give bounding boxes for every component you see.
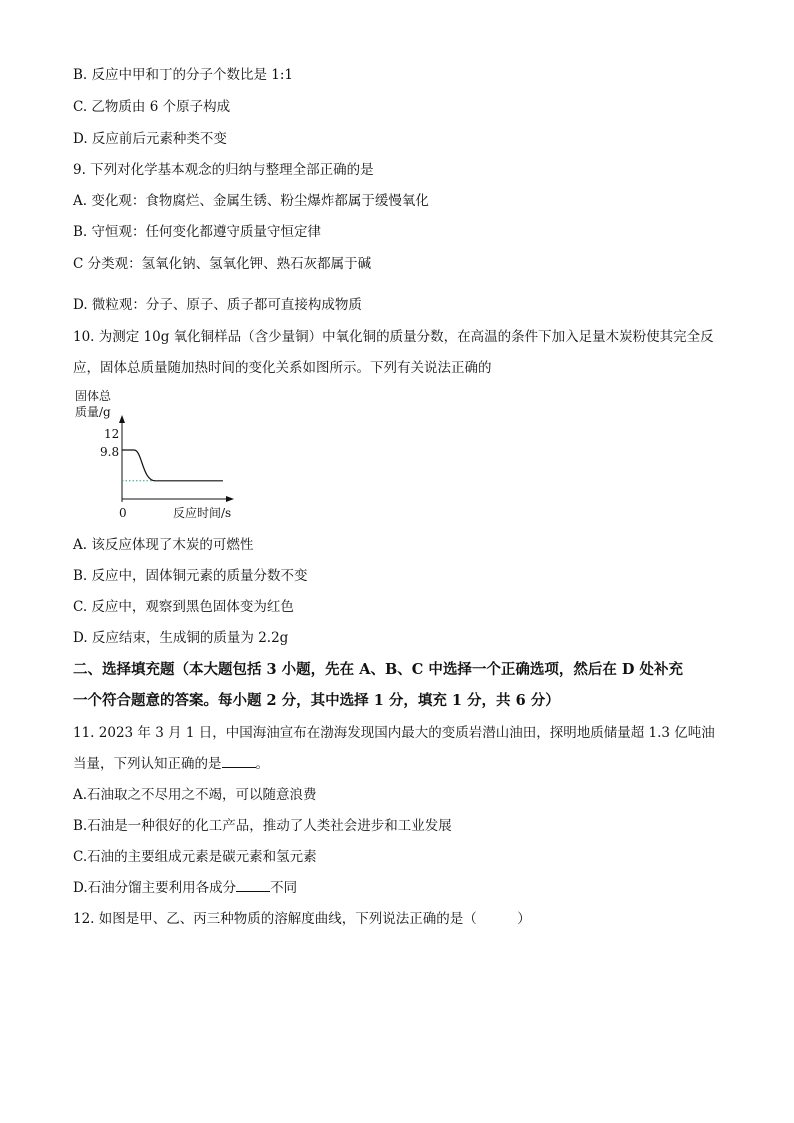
q11-stem-line1: 11. 2023 年 3 月 1 日，中国海油宣布在渤海发现国内最大的变质岩潜山油田，探明地质储量超 1.3 亿吨油: [73, 725, 715, 741]
q8-option-c: C. 乙物质由 6 个原子构成: [73, 99, 231, 115]
q10-stem-line2: 应，固体总质量随加热时间的变化关系如图所示。下列有关说法正确的: [73, 360, 492, 376]
q9-option-a: A. 变化观：食物腐烂、金属生锈、粉尘爆炸都属于缓慢氧化: [73, 193, 429, 209]
q11-answer-blank: [222, 755, 256, 768]
q9-option-b: B. 守恒观：任何变化都遵守质量守恒定律: [73, 224, 322, 240]
y-axis-label-line1: 固体总: [75, 389, 112, 403]
q11-stem-line2: [73, 755, 269, 773]
x-axis-label: 反应时间/s: [173, 506, 232, 520]
q10-option-b: B. 反应中，固体铜元素的质量分数不变: [73, 568, 308, 584]
q12-stem: 12. 如图是甲、乙、丙三种物质的溶解度曲线，下列说法正确的是（ ）: [73, 911, 531, 927]
y-axis-label-line2: 质量/g: [75, 405, 111, 419]
section2-heading-line1: 二、选择填充题（本大题包括 3 小题，先在 A、B、C 中选择一个正确选项，然后在 D 处补充: [73, 661, 683, 678]
mass-curve: [122, 450, 223, 481]
x-axis-arrow: [226, 496, 234, 502]
y-axis-arrow: [119, 415, 125, 423]
y-tick-9-8: 9.8: [100, 445, 120, 459]
origin-label: 0: [119, 506, 127, 520]
q11-stem-text: 当量，下列认知正确的是: [73, 756, 222, 772]
q11-stem-end: 。: [255, 756, 269, 772]
section2-heading-line2: 一个符合题意的答案。每小题 2 分，其中选择 1 分，填充 1 分，共 6 分）: [73, 692, 560, 709]
q10-stem-line1: 10. 为测定 10g 氧化铜样品（含少量铜）中氧化铜的质量分数，在高温的条件下加入足量木炭粉使其完全反: [73, 329, 714, 345]
q11-option-d-end: 不同: [270, 880, 298, 896]
q11-option-d-text: D.石油分馏主要利用各成分: [73, 880, 237, 896]
q8-option-d: D. 反应前后元素种类不变: [73, 131, 227, 147]
q10-option-d: D. 反应结束，生成铜的质量为 2.2g: [73, 630, 289, 646]
q9-option-c: C 分类观：氢氧化钠、氢氧化钾、熟石灰都属于碱: [73, 256, 372, 272]
q9-option-d: D. 微粒观：分子、原子、质子都可直接构成物质: [73, 297, 362, 313]
q9-stem: 9. 下列对化学基本观念的归纳与整理全部正确的是: [73, 162, 374, 178]
q10-option-a: A. 该反应体现了木炭的可燃性: [73, 537, 254, 553]
y-tick-12: 12: [104, 427, 120, 441]
q11-option-c: C.石油的主要组成元素是碳元素和氢元素: [73, 849, 317, 865]
q11-d-blank: [236, 879, 270, 892]
mass-time-chart: [70, 385, 250, 525]
q11-option-d: [73, 879, 297, 897]
q11-option-b: B.石油是一种很好的化工产品，推动了人类社会进步和工业发展: [73, 818, 452, 834]
q11-option-a: A.石油取之不尽用之不竭，可以随意浪费: [73, 787, 317, 803]
q10-option-c: C. 反应中，观察到黑色固体变为红色: [73, 599, 294, 615]
q8-option-b: B. 反应中甲和丁的分子个数比是 1:1: [73, 67, 294, 83]
